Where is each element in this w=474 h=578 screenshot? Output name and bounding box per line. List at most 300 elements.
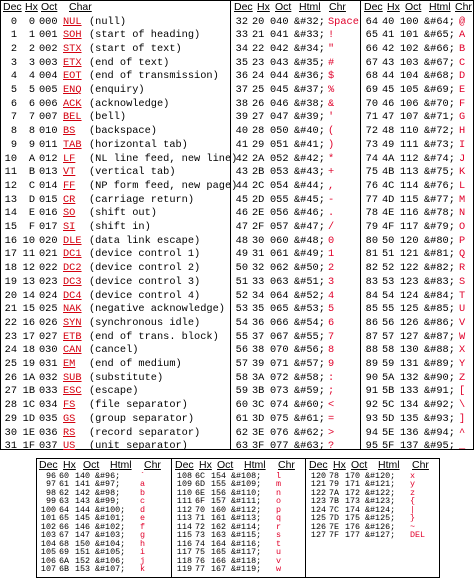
html-entity-cell: &#37; [294, 84, 325, 96]
hex-cell: 63 [59, 496, 70, 506]
html-entity-cell: &#56; [294, 344, 325, 357]
table-row [232, 303, 360, 317]
dec-cell: 91 [365, 385, 378, 398]
table-row [362, 262, 473, 276]
hex-cell: 72 [195, 521, 206, 532]
control-code: SO [63, 207, 76, 220]
char-cell: e [140, 513, 146, 523]
description-cell: (data link escape) [89, 234, 201, 247]
html-entity-cell: &#99; [95, 496, 121, 506]
table-row [232, 290, 360, 304]
table-row [232, 29, 360, 43]
hex-cell: 22 [252, 42, 265, 55]
column-header: Dec [234, 1, 253, 13]
char-cell: ~ [410, 521, 416, 532]
char-cell: C [459, 56, 466, 69]
table-row [362, 358, 473, 372]
dec-cell: 17 [4, 248, 17, 261]
html-entity-cell: &#48; [294, 234, 325, 247]
char-cell: M [459, 193, 466, 206]
control-code: DC2 [63, 262, 82, 275]
char-cell: : [328, 371, 335, 384]
oct-cell: 135 [400, 412, 419, 425]
oct-cell: 014 [39, 179, 58, 192]
char-cell: A [459, 29, 466, 42]
hex-cell: F [28, 221, 35, 233]
oct-cell: 175 [345, 513, 361, 523]
dec-cell: 58 [235, 371, 248, 384]
html-entity-cell: &#78; [424, 207, 455, 220]
html-entity-cell: &#33; [294, 29, 325, 42]
dec-cell: 68 [365, 70, 378, 83]
column-header: Hx [333, 459, 346, 471]
char-cell: ' [328, 111, 335, 124]
hex-cell: 5B [382, 385, 395, 398]
hex-cell: 6A [59, 555, 70, 566]
hex-cell: 39 [252, 358, 265, 370]
oct-cell: 126 [400, 316, 419, 329]
hex-cell: 7A [329, 487, 340, 498]
control-code: EOT [63, 70, 82, 83]
html-entity-cell: &#44; [294, 179, 325, 192]
oct-cell: 041 [270, 29, 289, 42]
description-cell: (enquiry) [89, 84, 145, 96]
oct-cell: 130 [400, 344, 419, 357]
dec-cell: 53 [235, 303, 248, 316]
hex-cell: 19 [22, 358, 35, 370]
oct-cell: 053 [270, 166, 289, 179]
hex-cell: 3A [252, 371, 265, 384]
hex-cell: 43 [382, 56, 395, 69]
ascii-table-bottom [36, 458, 440, 578]
oct-cell: 152 [75, 555, 91, 566]
oct-cell: 171 [345, 479, 361, 489]
control-code: TAB [63, 138, 82, 151]
table-row [232, 194, 360, 208]
oct-cell: 076 [270, 426, 289, 439]
dec-cell: 108 [176, 470, 192, 481]
char-cell: Z [459, 371, 466, 384]
char-cell: W [459, 330, 466, 343]
char-cell: B [459, 42, 466, 55]
dec-cell: 115 [176, 530, 192, 540]
html-entity-cell: &#111; [231, 496, 262, 506]
html-entity-cell: &#90; [424, 371, 455, 384]
hex-cell: 77 [195, 564, 206, 574]
column-header: Html [378, 459, 400, 471]
table-row [232, 331, 360, 345]
oct-cell: 040 [270, 15, 289, 28]
table-row [232, 221, 360, 235]
hex-cell: 71 [195, 513, 206, 523]
char-cell: X [459, 344, 466, 357]
char-cell: / [328, 221, 335, 233]
oct-cell: 111 [400, 138, 419, 151]
table-row [232, 262, 360, 276]
table-row [362, 166, 473, 180]
oct-cell: 137 [400, 440, 419, 453]
hex-cell: 4 [28, 70, 35, 83]
hex-cell: 3C [252, 399, 265, 412]
html-entity-cell: &#93; [424, 412, 455, 425]
hex-cell: 6B [59, 564, 70, 574]
html-entity-cell: &#35; [294, 56, 325, 69]
dec-cell: 9 [10, 138, 17, 151]
oct-cell: 170 [345, 470, 361, 481]
char-cell: Y [459, 358, 466, 370]
char-cell: i [140, 547, 146, 557]
html-entity-cell: &#49; [294, 248, 325, 261]
oct-cell: 113 [400, 166, 419, 179]
hex-cell: 2A [252, 152, 265, 165]
char-cell: T [459, 289, 466, 302]
html-entity-cell: &#104; [95, 538, 126, 549]
dec-cell: 42 [235, 152, 248, 165]
html-entity-cell: &#75; [424, 166, 455, 179]
oct-cell: 043 [270, 56, 289, 69]
table-row [173, 565, 305, 574]
oct-cell: 146 [75, 521, 91, 532]
dec-cell: 86 [365, 316, 378, 329]
oct-cell: 016 [39, 207, 58, 220]
oct-cell: 172 [345, 487, 361, 498]
oct-cell: 055 [270, 193, 289, 206]
hex-cell: 53 [382, 275, 395, 288]
oct-cell: 147 [75, 530, 91, 540]
dec-cell: 70 [365, 97, 378, 110]
dec-cell: 93 [365, 412, 378, 425]
table-row [362, 57, 473, 71]
table-row [232, 317, 360, 331]
column-header: Html [429, 1, 451, 13]
char-cell: j [140, 555, 146, 566]
oct-cell: 101 [400, 29, 419, 42]
dec-cell: 41 [235, 138, 248, 151]
hex-cell: 14 [22, 289, 35, 302]
char-cell: I [459, 138, 466, 151]
column-header: Dec [39, 459, 58, 471]
html-entity-cell: &#69; [424, 84, 455, 96]
dec-cell: 110 [176, 487, 192, 498]
dec-cell: 43 [235, 166, 248, 179]
dec-cell: 46 [235, 207, 248, 220]
html-entity-cell: &#55; [294, 330, 325, 343]
hex-cell: 61 [59, 479, 70, 489]
table-row [362, 427, 473, 441]
hex-cell: 7E [329, 521, 340, 532]
dec-cell: 56 [235, 344, 248, 357]
control-code: FS [63, 399, 76, 412]
html-entity-cell: &#47; [294, 221, 325, 233]
char-cell: $ [328, 70, 335, 83]
table-row [232, 153, 360, 167]
oct-cell: 064 [270, 289, 289, 302]
oct-cell: 110 [400, 125, 419, 138]
hex-cell: 37 [252, 330, 265, 343]
column-header: Oct [217, 459, 234, 471]
control-code: ACK [63, 97, 82, 110]
dec-cell: 14 [4, 207, 17, 220]
oct-cell: 057 [270, 221, 289, 233]
table-row [362, 372, 473, 386]
oct-cell: 030 [39, 344, 58, 357]
description-cell: (negative acknowledge) [89, 303, 225, 316]
oct-cell: 026 [39, 316, 58, 329]
control-code: STX [63, 42, 82, 55]
table-row [362, 399, 473, 413]
char-cell: G [459, 111, 466, 124]
dec-cell: 6 [10, 97, 17, 110]
dec-cell: 71 [365, 111, 378, 124]
char-cell: g [140, 530, 146, 540]
table-row [232, 399, 360, 413]
description-cell: (carriage return) [89, 193, 195, 206]
control-code: RS [63, 426, 76, 439]
column-header: Oct [83, 459, 100, 471]
dec-cell: 85 [365, 303, 378, 316]
html-entity-cell: &#80; [424, 234, 455, 247]
char-cell: 4 [328, 289, 335, 302]
oct-cell: 045 [270, 84, 289, 96]
hex-cell: 26 [252, 97, 265, 110]
dec-cell: 96 [45, 470, 56, 481]
oct-cell: 017 [39, 221, 58, 233]
oct-cell: 161 [211, 513, 227, 523]
oct-cell: 052 [270, 152, 289, 165]
hex-cell: 5C [382, 399, 395, 412]
table-row [232, 248, 360, 262]
dec-cell: 111 [176, 496, 192, 506]
html-entity-cell: &#32; [294, 15, 325, 28]
dec-cell: 22 [4, 316, 17, 329]
hex-cell: 68 [59, 538, 70, 549]
oct-cell: 063 [270, 275, 289, 288]
oct-cell: 156 [211, 487, 227, 498]
oct-cell: 155 [211, 479, 227, 489]
dec-cell: 92 [365, 399, 378, 412]
oct-cell: 174 [345, 504, 361, 515]
column-header: Html [110, 459, 132, 471]
html-entity-cell: &#73; [424, 138, 455, 151]
oct-cell: 033 [39, 385, 58, 398]
html-entity-cell: &#43; [294, 166, 325, 179]
dec-cell: 49 [235, 248, 248, 261]
char-cell: > [328, 426, 335, 439]
html-entity-cell: &#74; [424, 152, 455, 165]
oct-cell: 123 [400, 275, 419, 288]
char-cell: ( [328, 125, 335, 138]
html-entity-cell: &#119; [231, 564, 262, 574]
table-row [232, 358, 360, 372]
control-code: EM [63, 358, 76, 370]
char-cell: S [459, 275, 466, 288]
table-row [362, 98, 473, 112]
hex-cell: 47 [382, 111, 395, 124]
dec-cell: 88 [365, 344, 378, 357]
char-cell: 0 [328, 234, 335, 247]
char-cell: u [276, 547, 282, 557]
oct-cell: 132 [400, 371, 419, 384]
dec-cell: 106 [40, 555, 56, 566]
oct-cell: 003 [39, 56, 58, 69]
oct-cell: 021 [39, 248, 58, 261]
column-header: Dec [3, 1, 22, 13]
dec-cell: 84 [365, 289, 378, 302]
dec-cell: 79 [365, 221, 378, 233]
dec-cell: 65 [365, 29, 378, 42]
oct-cell: 042 [270, 42, 289, 55]
table-row [232, 440, 360, 454]
hex-cell: 6D [195, 479, 206, 489]
table-row [232, 57, 360, 71]
description-cell: (NP form feed, new page) [89, 179, 238, 192]
hex-cell: C [28, 179, 35, 192]
column-header: Oct [41, 1, 58, 13]
description-cell: (NL line feed, new line) [89, 152, 238, 165]
dec-cell: 18 [4, 262, 17, 275]
hex-cell: 3F [252, 440, 265, 453]
control-code: SI [63, 221, 76, 233]
oct-cell: 104 [400, 70, 419, 83]
control-code: DLE [63, 234, 82, 247]
dec-cell: 113 [176, 513, 192, 523]
dec-cell: 0 [10, 15, 17, 28]
hex-cell: 16 [22, 316, 35, 329]
dec-cell: 55 [235, 330, 248, 343]
dec-cell: 28 [4, 399, 17, 412]
html-entity-cell: &#116; [231, 538, 262, 549]
table-row [232, 16, 360, 30]
description-cell: (horizontal tab) [89, 138, 188, 151]
dec-cell: 119 [176, 564, 192, 574]
html-entity-cell: &#115; [231, 530, 262, 540]
table-row [37, 565, 169, 574]
char-cell: ] [459, 412, 466, 425]
char-cell: l [276, 470, 282, 481]
dec-cell: 40 [235, 125, 248, 138]
hex-cell: 62 [59, 487, 70, 498]
oct-cell: 115 [400, 193, 419, 206]
hex-cell: 7F [329, 530, 340, 540]
dec-cell: 2 [10, 42, 17, 55]
oct-cell: 036 [39, 426, 58, 439]
char-cell: b [140, 487, 146, 498]
hex-cell: 27 [252, 111, 265, 124]
description-cell: (shift in) [89, 221, 151, 233]
dec-cell: 23 [4, 330, 17, 343]
table-row [362, 440, 473, 454]
oct-cell: 133 [400, 385, 419, 398]
dec-cell: 67 [365, 56, 378, 69]
hex-cell: 29 [252, 138, 265, 151]
hex-cell: 2D [252, 193, 265, 206]
char-cell: h [140, 538, 146, 549]
hex-cell: 4D [382, 193, 395, 206]
control-code: DC3 [63, 275, 82, 288]
description-cell: (cancel) [89, 344, 139, 357]
oct-cell: 107 [400, 111, 419, 124]
hex-cell: 45 [382, 84, 395, 96]
html-entity-cell: &#67; [424, 56, 455, 69]
control-code: SUB [63, 371, 82, 384]
control-code: SYN [63, 316, 82, 329]
dec-cell: 123 [310, 496, 326, 506]
oct-cell: 075 [270, 412, 289, 425]
column-header: Html [244, 459, 266, 471]
table-row [362, 303, 473, 317]
table-row [362, 180, 473, 194]
hex-cell: 4E [382, 207, 395, 220]
control-code: CR [63, 193, 76, 206]
char-cell: E [459, 84, 466, 96]
html-entity-cell: &#100; [95, 504, 126, 515]
hex-cell: 3B [252, 385, 265, 398]
dec-cell: 30 [4, 426, 17, 439]
html-entity-cell: &#52; [294, 289, 325, 302]
column-header: Char [69, 1, 92, 13]
hex-cell: 31 [252, 248, 265, 261]
table-header [1, 1, 473, 15]
hex-cell: 35 [252, 303, 265, 316]
dec-cell: 77 [365, 193, 378, 206]
description-cell: (start of text) [89, 42, 182, 55]
oct-cell: 136 [400, 426, 419, 439]
hex-cell: 9 [28, 138, 35, 151]
dec-cell: 97 [45, 479, 56, 489]
oct-cell: 035 [39, 412, 58, 425]
char-cell: 1 [328, 248, 335, 261]
dec-cell: 80 [365, 234, 378, 247]
html-entity-cell: &#38; [294, 97, 325, 110]
dec-cell: 83 [365, 275, 378, 288]
html-entity-cell: &#125; [365, 513, 396, 523]
oct-cell: 013 [39, 166, 58, 179]
dec-cell: 51 [235, 275, 248, 288]
html-entity-cell: &#94; [424, 426, 455, 439]
char-cell: F [459, 97, 466, 110]
dec-cell: 74 [365, 152, 378, 165]
column-divider [305, 459, 306, 577]
html-entity-cell: &#68; [424, 70, 455, 83]
html-entity-cell: &#114; [231, 521, 262, 532]
table-row [362, 235, 473, 249]
control-code: US [63, 440, 76, 453]
dec-cell: 100 [40, 504, 56, 515]
hex-cell: 1D [22, 412, 35, 425]
control-code: CAN [63, 344, 82, 357]
dec-cell: 26 [4, 371, 17, 384]
column-header: Chr [144, 459, 161, 471]
oct-cell: 024 [39, 289, 58, 302]
dec-cell: 107 [40, 564, 56, 574]
oct-cell: 071 [270, 358, 289, 370]
table-row [362, 290, 473, 304]
html-entity-cell: &#120; [365, 470, 396, 481]
hex-cell: 6C [195, 470, 206, 481]
description-cell: (end of trans. block) [89, 330, 219, 343]
oct-cell: 023 [39, 275, 58, 288]
table-row [232, 139, 360, 153]
char-cell: f [140, 521, 146, 532]
oct-cell: 100 [400, 15, 419, 28]
char-cell: 5 [328, 303, 335, 316]
html-entity-cell: &#122; [365, 487, 396, 498]
char-cell: x [410, 470, 416, 481]
oct-cell: 164 [211, 538, 227, 549]
html-entity-cell: &#91; [424, 385, 455, 398]
char-cell: \ [459, 399, 466, 412]
dec-cell: 31 [4, 440, 17, 453]
